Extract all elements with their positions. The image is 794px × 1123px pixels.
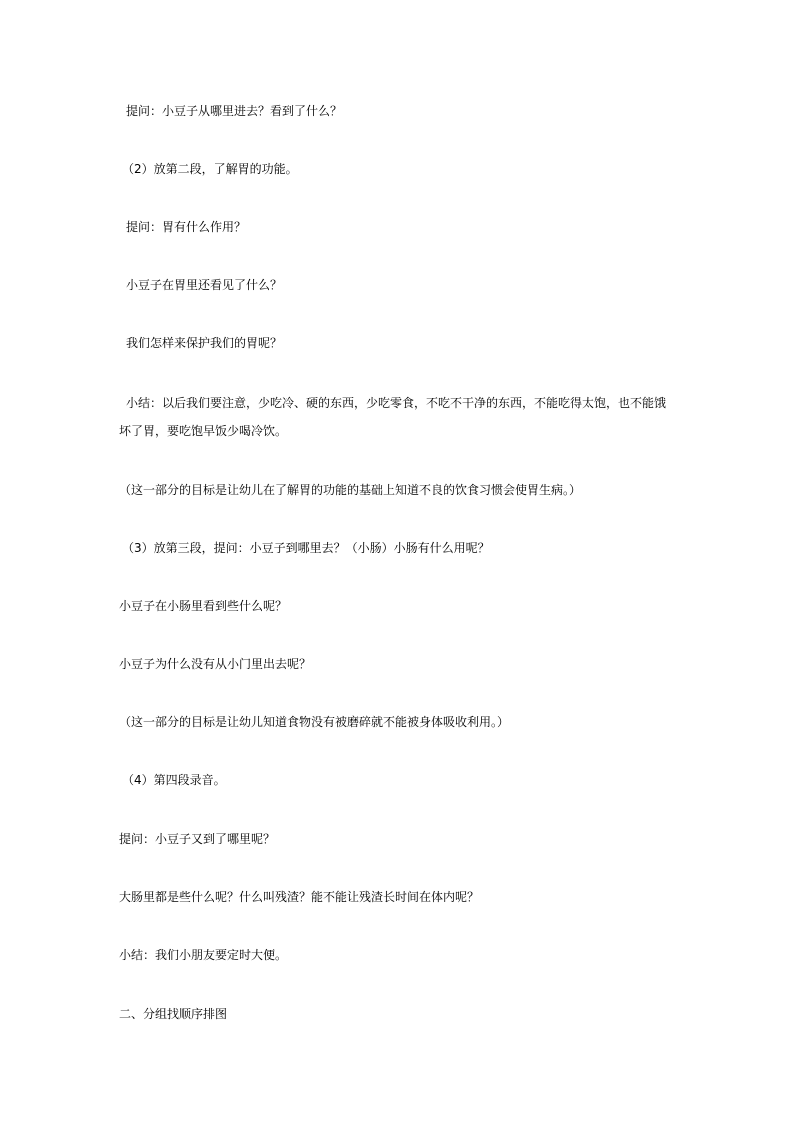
question-small-door: 小豆子为什么没有从小门里出去呢？ [119,657,312,671]
summary-stomach-line-1: 小结：以后我们要注意，少吃冷、硬的东西，少吃零食，不吃不干净的东西，不能吃得太饱，也不能饿 [126,396,667,410]
question-stomach-function: 提问：胃有什么作用？ [126,220,247,234]
section-two-heading: 二、分组找顺序排图 [119,1007,228,1021]
question-where-now: 提问：小豆子又到了哪里呢？ [119,832,276,846]
goal-small-intestine-note: （这一部分的目标是让幼儿知道食物没有被磨碎就不能被身体吸收利用。） [119,715,510,729]
summary-regular-bowel: 小结：我们小朋友要定时大便。 [119,948,288,962]
question-large-intestine: 大肠里都是些什么呢？什么叫残渣？能不能让残渣长时间在体内呢？ [119,890,480,904]
question-small-intestine-sees: 小豆子在小肠里看到些什么呢？ [119,599,288,613]
goal-stomach-note: （这一部分的目标是让幼儿在了解胃的功能的基础上知道不良的饮食习惯会使胃生病。） [119,483,582,497]
step-3-small-intestine: （3）放第三段，提问：小豆子到哪里去？（小肠）小肠有什么用呢？ [122,541,490,555]
question-protect-stomach: 我们怎样来保护我们的胃呢？ [126,336,283,350]
step-4-recording: （4）第四段录音。 [122,773,226,787]
summary-stomach-line-2: 坏了胃，要吃饱早饭少喝冷饮。 [119,424,288,438]
step-2-stomach: （2）放第二段，了解胃的功能。 [122,162,298,176]
question-what-else-in-stomach: 小豆子在胃里还看见了什么？ [126,278,283,292]
question-where-bean-enters: 提问：小豆子从哪里进去？看到了什么？ [126,104,343,118]
